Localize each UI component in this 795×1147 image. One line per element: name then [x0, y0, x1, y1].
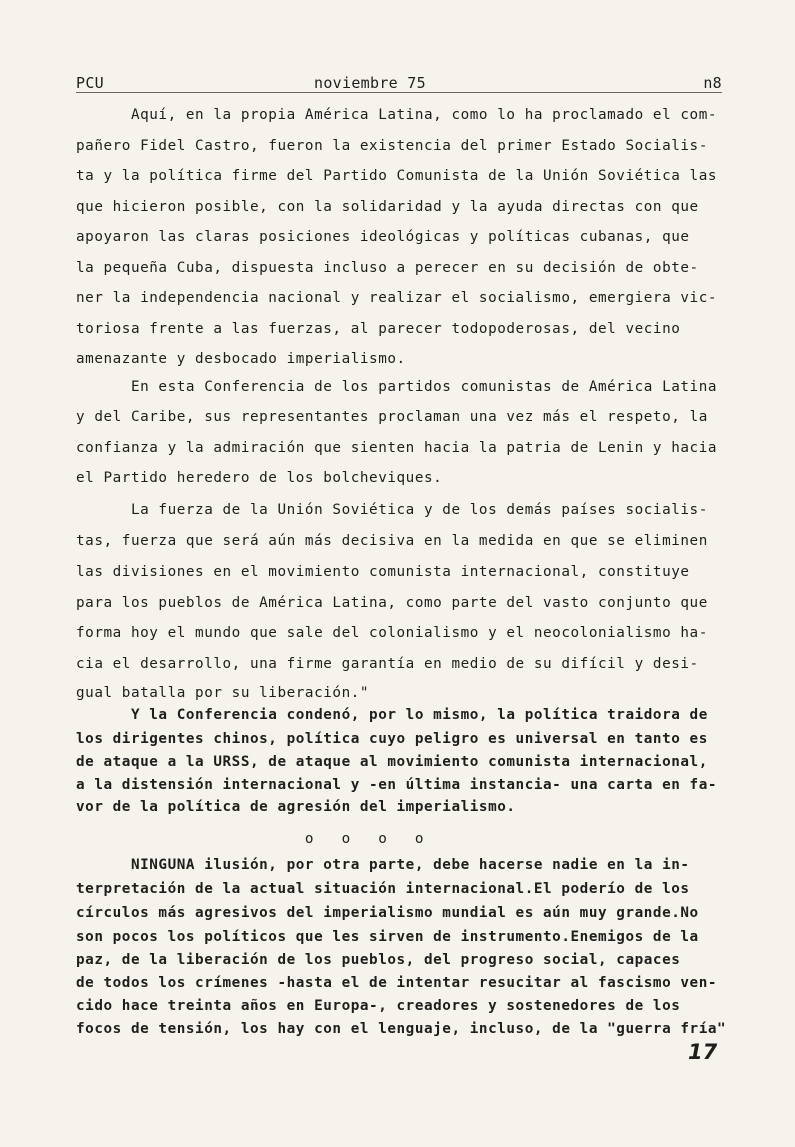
text-line: la pequeña Cuba, dispuesta incluso a perecer en su decisión de obte-: [76, 260, 699, 276]
header-rule: [76, 92, 722, 93]
text-line: pañero Fidel Castro, fueron la existencia del primer Estado Socialis-: [76, 138, 708, 154]
text-line: apoyaron las claras posiciones ideológicas y políticas cubanas, que: [76, 229, 690, 245]
text-line: Aquí, en la propia América Latina, como lo ha proclamado el com-: [76, 107, 718, 123]
header-date: noviembre 75: [314, 74, 426, 92]
text-line: Y la Conferencia condenó, por lo mismo, la política traidora de: [76, 707, 708, 723]
text-line: cia el desarrollo, una firme garantía en medio de su difícil y desi-: [76, 656, 699, 672]
text-line: gual batalla por su liberación.": [76, 685, 370, 701]
text-line: NINGUNA ilusión, por otra parte, debe hacerse nadie en la in-: [76, 857, 690, 873]
text-line: forma hoy el mundo que sale del colonialismo y el neocolonialismo ha-: [76, 625, 708, 641]
text-line: toriosa frente a las fuerzas, al parecer todopoderosas, del vecino: [76, 321, 681, 337]
text-line: amenazante y desbocado imperialismo.: [76, 351, 406, 367]
text-line: círculos más agresivos del imperialismo mundial es aún muy grande.No: [76, 905, 699, 921]
text-line: paz, de la liberación de los pueblos, del progreso social, capaces: [76, 952, 681, 968]
text-line: ner la independencia nacional y realizar el socialismo, emergiera vic-: [76, 290, 718, 306]
header-publication: PCU: [76, 74, 104, 92]
text-line: las divisiones en el movimiento comunista internacional, constituye: [76, 564, 690, 580]
text-line: En esta Conferencia de los partidos comunistas de América Latina: [76, 379, 718, 395]
text-line: a la distensión internacional y -en última instancia- una carta en fa-: [76, 777, 718, 793]
text-line: focos de tensión, los hay con el lenguaje, incluso, de la "guerra fría": [76, 1021, 727, 1037]
text-line: confianza y la admiración que sienten hacia la patria de Lenin y hacia: [76, 440, 718, 456]
text-line: terpretación de la actual situación internacional.El poderío de los: [76, 881, 690, 897]
section-separator: o o o o: [76, 831, 424, 847]
text-line: de todos los crímenes -hasta el de intentar resucitar al fascismo ven-: [76, 975, 718, 991]
text-line: el Partido heredero de los bolcheviques.: [76, 470, 443, 486]
text-line: ta y la política firme del Partido Comunista de la Unión Soviética las: [76, 168, 718, 184]
text-line: La fuerza de la Unión Soviética y de los demás países socialis-: [76, 502, 708, 518]
page-number: 17: [688, 1040, 718, 1064]
text-line: vor de la política de agresión del imperialismo.: [76, 799, 516, 815]
text-line: de ataque a la URSS, de ataque al movimiento comunista internacional,: [76, 754, 708, 770]
text-line: los dirigentes chinos, política cuyo peligro es universal en tanto es: [76, 731, 708, 747]
text-line: tas, fuerza que será aún más decisiva en la medida en que se eliminen: [76, 533, 708, 549]
header-issue-number: n8: [703, 74, 722, 92]
text-line: son pocos los políticos que les sirven de instrumento.Enemigos de la: [76, 929, 699, 945]
page-header: [76, 74, 722, 94]
text-line: cido hace treinta años en Europa-, creadores y sostenedores de los: [76, 998, 681, 1014]
text-line: que hicieron posible, con la solidaridad y la ayuda directas con que: [76, 199, 699, 215]
text-line: para los pueblos de América Latina, como parte del vasto conjunto que: [76, 595, 708, 611]
text-line: y del Caribe, sus representantes proclaman una vez más el respeto, la: [76, 409, 708, 425]
